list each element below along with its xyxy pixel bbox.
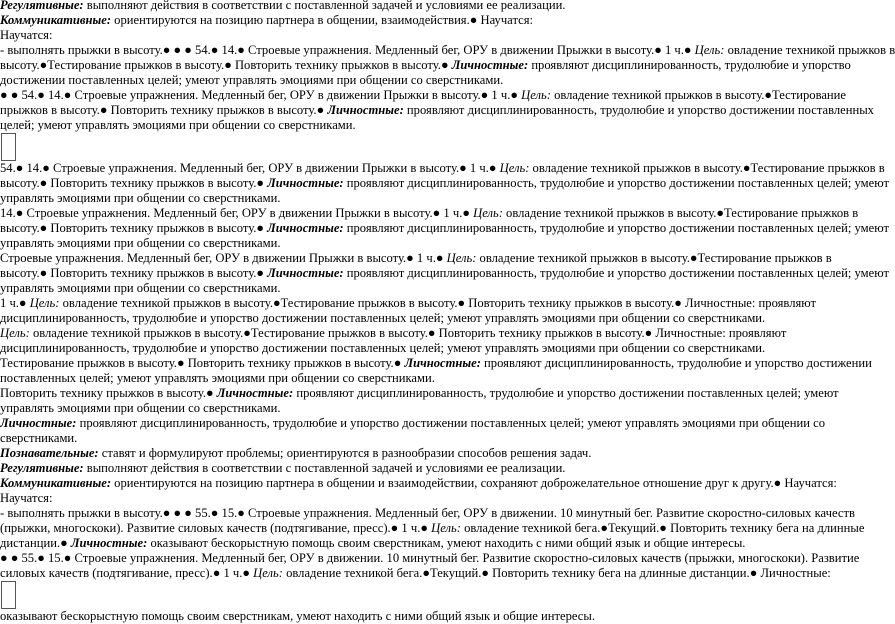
text-line (0, 118, 814, 133)
line-text: дисциплинированность, трудолюбие и упорство достижении поставленных целей; умеют управлять эмоциями при общении со сверстниками. (0, 341, 766, 355)
text-line (0, 536, 814, 551)
line-label: Коммуникативные: (0, 13, 112, 27)
line-text: ● ● 55.● 15.● Строевые упражнения. Медленный бег, ОРУ в движении. 10 минутный бег. Развитие скоростно-силовых качеств (прыжки, многоскоки). Развитие (0, 551, 860, 565)
line-label: Цель: (431, 521, 461, 535)
line-label: Цель: (29, 296, 60, 310)
line-label: Цель: (521, 88, 551, 102)
text-line (0, 311, 814, 326)
line-label: Личностные: (267, 221, 344, 235)
line-text: проявляют дисциплинированность, трудолюбие и упорство достижении поставленных целей; умеют (343, 221, 889, 235)
text-line (0, 491, 814, 506)
line-text: проявляют дисциплинированность, трудолюбие и упорство достижении поставленных целей; умеют (293, 386, 839, 400)
line-text: овладение техникой прыжков в высоту.●Тестирование прыжков в высоту.● Повторить технику прыжков в высоту.● Личностные: проявляют (29, 326, 787, 340)
text-line (0, 446, 814, 461)
text-line (0, 0, 814, 13)
line-text: овладение техникой прыжков в высоту.●Тестирование прыжков в (529, 161, 885, 175)
line-text: прыжков в высоту.● Повторить технику прыжков в высоту.● (0, 103, 328, 117)
text-line (0, 566, 831, 581)
line-label: Личностные: (267, 266, 344, 280)
text-line (0, 296, 817, 311)
line-label: Личностные: (70, 536, 148, 550)
text-line (0, 386, 839, 401)
line-label: Цель: (253, 566, 283, 580)
text-line (0, 88, 847, 103)
line-label: Цель: (694, 43, 725, 57)
line-label: Регулятивные: (0, 0, 84, 12)
text-line (0, 609, 814, 624)
line-text: проявляют дисциплинированность, трудолюбие и упорство достижении поставленных (403, 103, 874, 117)
text-line (0, 416, 825, 431)
line-text: управлять эмоциями при общении со сверстниками. (0, 401, 281, 415)
line-label: Личностные: (451, 58, 529, 72)
line-label: Личностные: (327, 103, 404, 117)
line-text: управлять эмоциями при общении со сверстниками. (0, 281, 281, 295)
line-text: овладение техникой бега.●Текущий.● Повторить технику бега на длинные дистанции.● Личностные: (282, 566, 831, 580)
text-line (0, 521, 865, 536)
line-text: поставленных целей; умеют управлять эмоциями при общении со сверстниками. (0, 371, 435, 385)
line-label: Коммуникативные: (0, 476, 112, 490)
line-label: Познавательные: (0, 446, 99, 460)
line-label: Личностные: (267, 176, 344, 190)
text-line (0, 476, 837, 491)
text-line (0, 281, 814, 296)
line-text: выполняют действия в соответствии с поставленной задачей и условиями ее реализации. (83, 461, 566, 475)
text-line (0, 401, 814, 416)
line-text: высоту.●Тестирование прыжков в высоту.● Повторить технику прыжков в высоту.● (0, 58, 452, 72)
line-text: (прыжки, многоскоки). Развитие силовых качеств (подтягивание, пресс).● 1 ч.● (0, 521, 432, 535)
text-line (0, 161, 885, 176)
line-text: овладение техникой прыжков в высоту.●Тестирование (550, 88, 847, 102)
empty-frame (1, 581, 16, 609)
line-text: достижении поставленных целей; умеют управлять эмоциями при общении со сверстниками. (0, 73, 504, 87)
text-line (0, 251, 832, 266)
text-line (0, 58, 851, 73)
line-text: целей; умеют управлять эмоциями при общении со сверстниками. (0, 118, 356, 132)
text-line (0, 103, 874, 118)
text-line (0, 13, 814, 28)
text-line (0, 356, 872, 371)
text-line (0, 551, 860, 566)
line-text: овладение техникой бега.●Текущий.● Повторить технику бега на длинные (460, 521, 865, 535)
text-line (0, 506, 855, 521)
line-label: Цель: (473, 206, 503, 220)
line-text: управлять эмоциями при общении со сверстниками. (0, 236, 281, 250)
text-line (0, 73, 814, 88)
line-text: овладение техникой прыжков в высоту.●Тестирование прыжков в высоту.● Повторить технику прыжков в высоту.● Личностные: проявляют (59, 296, 817, 310)
text-line (0, 43, 895, 58)
line-text: 54.● 14.● Строевые упражнения. Медленный бег, ОРУ в движении Прыжки в высоту.● 1 ч.● (0, 161, 500, 175)
line-text: проявляют дисциплинированность, трудолюбие и упорство достижении поставленных целей; умеют (343, 176, 889, 190)
empty-frame (1, 133, 16, 161)
line-text: ставят и формулируют проблемы; ориентируются в разнообразии способов решения задач. (98, 446, 592, 460)
text-line (0, 371, 814, 386)
line-text: проявляют дисциплинированность, трудолюбие и упорство (528, 58, 851, 72)
line-text: - выполнять прыжки в высоту.● ● ● 54.● 14.● Строевые упражнения. Медленный бег, ОРУ в движении Прыжки в высоту.● 1 ч.● (0, 43, 695, 57)
line-text: Научатся: (0, 28, 53, 42)
text-line (0, 431, 814, 446)
text-line (0, 341, 814, 356)
text-line (0, 266, 889, 281)
line-text: дисциплинированность, трудолюбие и упорство достижении поставленных целей; умеют управлять эмоциями при общении со сверстниками. (0, 311, 766, 325)
line-text: оказывают бескорыстную помощь своим сверстникам, умеют находить с ними общий язык и общие интересы. (0, 609, 595, 623)
text-line (0, 326, 814, 341)
line-text: овладение техникой прыжков в высоту.●Тестирование прыжков в (476, 251, 832, 265)
line-text: управлять эмоциями при общении со сверстниками. (0, 191, 281, 205)
line-label: Регулятивные: (0, 461, 84, 475)
text-line (0, 206, 859, 221)
line-label: Цель: (446, 251, 477, 265)
line-text: проявляют дисциплинированность, трудолюбие и упорство достижении (480, 356, 872, 370)
line-text: ориентируются на позицию партнера в общении и взаимодействии, сохраняют доброжелательное отношение друг к другу.● Научатся: (111, 476, 837, 490)
line-text: высоту.● Повторить технику прыжков в высоту.● (0, 221, 268, 235)
line-text: высоту.● Повторить технику прыжков в высоту.● (0, 176, 268, 190)
line-label: Личностные: (404, 356, 481, 370)
text-line (0, 191, 814, 206)
text-line (0, 221, 889, 236)
line-text: Повторить технику прыжков в высоту.● (0, 386, 217, 400)
line-text: овладение техникой прыжков в высоту.●Тестирование прыжков в (502, 206, 859, 220)
line-text: ориентируются на позицию партнера в общении, взаимодействия.● Научатся: (111, 13, 533, 27)
line-label: Личностные: (216, 386, 294, 400)
line-text: Научатся: (0, 491, 53, 505)
line-label: Личностные: (0, 416, 77, 430)
line-text: - выполнять прыжки в высоту.● ● ● 55.● 15.● Строевые упражнения. Медленный бег, ОРУ в движении. 10 минутный бег. Развитие скоростно-силовых качеств (0, 506, 855, 520)
line-text: овладение техникой прыжков в (724, 43, 895, 57)
text-line (0, 28, 814, 43)
line-label: Цель: (499, 161, 530, 175)
line-text: силовых качеств (подтягивание, пресс).● 1 ч.● (0, 566, 254, 580)
text-line (0, 461, 814, 476)
line-text: выполняют действия в соответствии с поставленной задачей и условиями ее реализации. (83, 0, 566, 12)
text-line (0, 176, 889, 191)
line-text: 1 ч.● (0, 296, 30, 310)
line-text: 14.● Строевые упражнения. Медленный бег, ОРУ в движении Прыжки в высоту.● 1 ч.● (0, 206, 474, 220)
line-text: проявляют дисциплинированность, трудолюбие и упорство достижении поставленных целей; умеют (343, 266, 889, 280)
line-text: Строевые упражнения. Медленный бег, ОРУ в движении Прыжки в высоту.● 1 ч.● (0, 251, 447, 265)
line-text: сверстниками. (0, 431, 78, 445)
line-text: высоту.● Повторить технику прыжков в высоту.● (0, 266, 268, 280)
line-text: дистанции.● (0, 536, 71, 550)
line-text: проявляют дисциплинированность, трудолюбие и упорство достижении поставленных целей; умеют управлять эмоциями при общении со (76, 416, 825, 430)
line-text: ● ● 54.● 14.● Строевые упражнения. Медленный бег, ОРУ в движении Прыжки в высоту.● 1 ч.● (0, 88, 522, 102)
text-line (0, 236, 814, 251)
line-label: Цель: (0, 326, 30, 340)
line-text: Тестирование прыжков в высоту.● Повторить технику прыжков в высоту.● (0, 356, 405, 370)
line-text: оказывают бескорыстную помощь своим сверстникам, умеют находить с ними общий язык и общие интересы. (147, 536, 746, 550)
